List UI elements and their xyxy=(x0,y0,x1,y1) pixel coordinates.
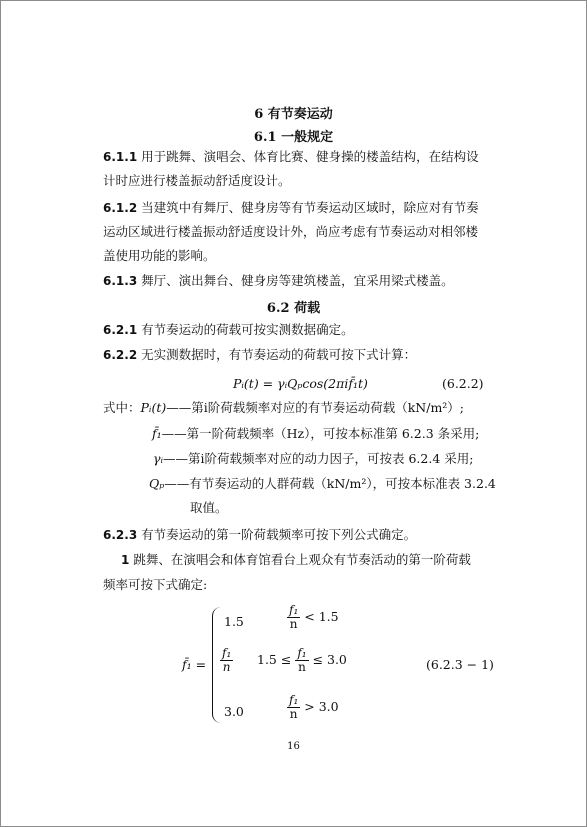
relation: > 3.0 xyxy=(304,699,339,714)
item-text: 跳舞、在演唱会和体育馆看台上观众有节奏活动的第一阶荷载 xyxy=(129,552,471,567)
fraction xyxy=(287,694,300,721)
case-3-condition xyxy=(287,694,339,721)
numerator: f₁ xyxy=(289,603,299,617)
clause-6-1-2-line1 xyxy=(103,200,479,216)
item-1-line1 xyxy=(121,552,471,568)
item-number: 1 xyxy=(121,553,130,567)
clause-6-1-2-line3: 盖使用功能的影响。 xyxy=(103,248,216,263)
clause-text: 无实测数据时，有节奏运动的荷载可按下式计算： xyxy=(137,347,417,362)
equation-number-6-2-2: (6.2.2) xyxy=(442,376,484,391)
symbol-p: Pᵢ(t) xyxy=(140,400,167,415)
numerator: f₁ xyxy=(289,693,299,707)
clause-text: 舞厅、演出舞台、健身房等建筑楼盖，宜采用梁式楼盖。 xyxy=(137,273,454,288)
denominator: n xyxy=(298,660,306,674)
definition-gamma xyxy=(153,451,473,467)
clause-number: 6.1.1 xyxy=(103,150,138,164)
where-label: 式中： xyxy=(103,400,141,415)
section-title-6-1: 6.1 一般规定 xyxy=(253,130,334,145)
clause-6-2-2-line1 xyxy=(103,347,416,363)
case-2-value xyxy=(220,647,233,674)
item-1-line2: 频率可按下式确定: xyxy=(103,577,208,592)
clause-6-1-1-line1 xyxy=(103,149,479,165)
definition-f xyxy=(152,426,479,442)
denominator: n xyxy=(289,707,298,721)
clause-text: 有节奏运动的第一阶荷载频率可按下列公式确定。 xyxy=(137,527,417,542)
clause-6-1-1-line2: 计时应进行楼盖振动舒适度设计。 xyxy=(103,173,291,188)
fraction xyxy=(295,647,308,674)
clause-text: 用于跳舞、演唱会、体育比赛、健身操的楼盖结构，在结构设 xyxy=(137,149,479,164)
equation-6-2-2 xyxy=(233,376,368,392)
case-1-value: 1.5 xyxy=(224,614,244,629)
clause-6-2-3-line1 xyxy=(103,527,416,543)
definition-q-line2: 取值。 xyxy=(190,500,228,515)
lhs-symbol: f̄₁ = xyxy=(182,657,207,672)
page-number: 16 xyxy=(287,741,300,752)
clause-text: 当建筑中有舞厅、健身房等有节奏运动区域时，除应对有节奏 xyxy=(137,200,479,215)
denominator: n xyxy=(222,660,231,674)
case-3-value: 3.0 xyxy=(224,704,244,719)
section-title-6-2: 6.2 荷载 xyxy=(266,301,321,316)
relation: 1.5 ≤ xyxy=(257,652,292,667)
fraction xyxy=(220,647,233,674)
clause-text: 有节奏运动的荷载可按实测数据确定。 xyxy=(137,322,354,337)
clause-6-1-2-line2: 运动区域进行楼盖振动舒适度设计外，尚应考虑有节奏运动对相邻楼 xyxy=(103,224,479,239)
case-1-condition xyxy=(287,604,339,631)
symbol-f: f̄₁ xyxy=(152,426,162,441)
clause-number: 6.2.3 xyxy=(103,528,138,542)
equation-body: Pᵢ(t) = γᵢQₚcos(2πif̄₁t) xyxy=(233,376,368,391)
relation: ≤ 3.0 xyxy=(312,652,347,667)
clause-6-2-1-line1 xyxy=(103,322,354,338)
clause-number: 6.2.2 xyxy=(103,348,138,362)
clause-number: 6.1.3 xyxy=(103,274,138,288)
numerator: f₁ xyxy=(222,646,232,660)
definition-p xyxy=(103,400,464,416)
clause-6-1-3-line1 xyxy=(103,273,454,289)
definition-q xyxy=(149,476,496,492)
definition-text: ——第i阶荷载频率对应的动力因子，可按表 6.2.4 采用; xyxy=(163,451,474,466)
clause-number: 6.1.2 xyxy=(103,201,138,215)
definition-text: ——第i阶荷载频率对应的有节奏运动荷载（kN/m²）; xyxy=(166,400,465,415)
clause-number: 6.2.1 xyxy=(103,323,138,337)
definition-text: ——有节奏运动的人群荷载（kN/m²），可按本标准表 3.2.4 xyxy=(164,476,496,491)
equation-number-6-2-3-1: (6.2.3 − 1) xyxy=(426,657,494,672)
definition-text: ——第一阶荷载频率（Hz），可按本标准第 6.2.3 条采用; xyxy=(161,426,480,441)
case-2-condition xyxy=(257,647,347,674)
chapter-title: 6 有节奏运动 xyxy=(254,107,333,122)
symbol-gamma: γᵢ xyxy=(153,451,163,466)
piecewise-lhs xyxy=(182,657,206,672)
symbol-q: Qₚ xyxy=(149,476,165,491)
fraction xyxy=(287,604,300,631)
numerator: f₁ xyxy=(297,646,307,660)
relation: < 1.5 xyxy=(304,609,339,624)
denominator: n xyxy=(289,617,298,631)
